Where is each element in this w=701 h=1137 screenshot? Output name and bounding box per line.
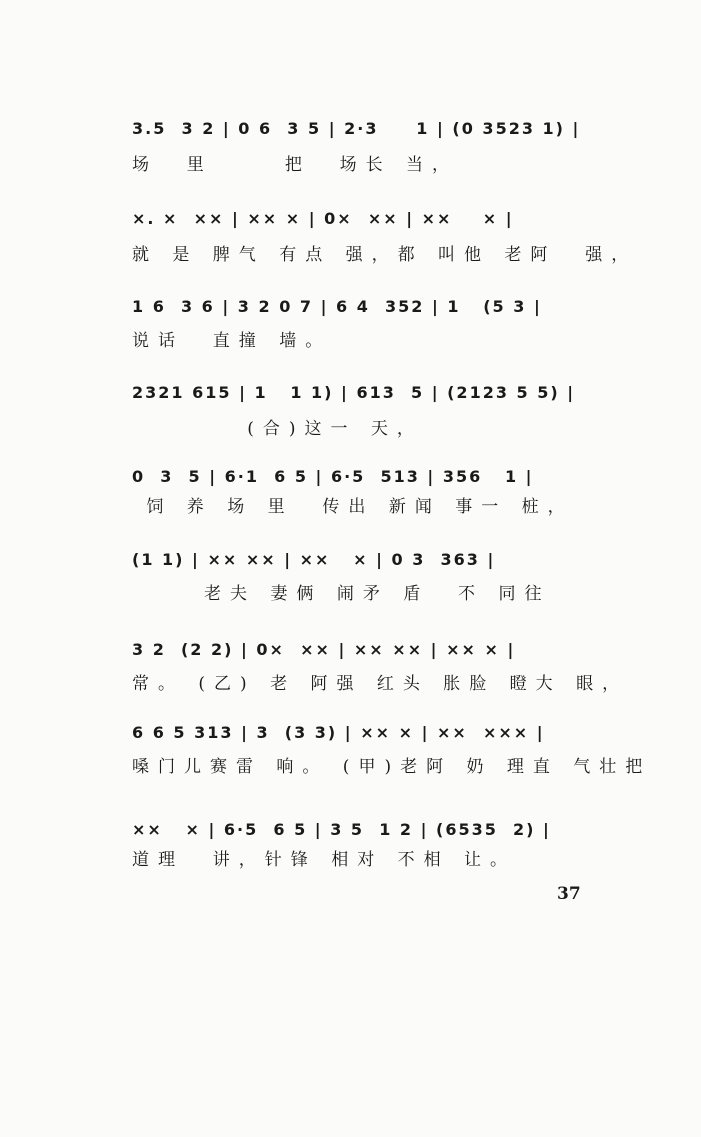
notation-line: ×× × | 6·5 6 5 | 3 5 1 2 | (6535 2) |	[132, 820, 551, 839]
lyric-line: 老夫 妻俩 闹矛 盾 不 同往	[132, 584, 551, 604]
notation-line: 6 6 5 313 | 3 (3 3) | ×× × | ×× ××× |	[132, 723, 545, 742]
notation-line: 1 6 3 6 | 3 2 0 7 | 6 4 352 | 1 (5 3 |	[132, 297, 542, 316]
notation-line: 2321 615 | 1 1 1) | 613 5 | (2123 5 5) |	[132, 383, 576, 402]
page-number: 37	[557, 884, 581, 904]
lyric-line: 饲 养 场 里 传出 新闻 事一 桩，	[132, 497, 574, 517]
notation-line: 0 3 5 | 6·1 6 5 | 6·5 513 | 356 1 |	[132, 467, 534, 486]
notation-line: 3 2 (2 2) | 0× ×× | ×× ×× | ×× × |	[132, 640, 516, 659]
notation-line: ×. × ×× | ×× × | 0× ×× | ×× × |	[132, 209, 514, 228]
lyric-line: 场 里 把 场长 当，	[132, 155, 459, 175]
lyric-line: 常。 (乙) 老 阿强 红头 胀脸 瞪大 眼，	[132, 674, 629, 694]
notation-line: 3.5 3 2 | 0 6 3 5 | 2·3 1 | (0 3523 1) |	[132, 119, 581, 138]
lyric-line: (合)这一 天，	[132, 419, 423, 439]
notation-line: (1 1) | ×× ×× | ×× × | 0 3 363 |	[132, 550, 496, 569]
lyric-line: 道理 讲，针锋 相对 不相 让。	[132, 850, 517, 870]
lyric-line: 嗓门儿赛雷 响。 (甲)老阿 奶 理直 气壮把	[132, 757, 652, 777]
lyric-line: 说话 直撞 墙。	[132, 331, 332, 351]
lyric-line: 就 是 脾气 有点 强，都 叫他 老阿 强，	[132, 245, 638, 265]
